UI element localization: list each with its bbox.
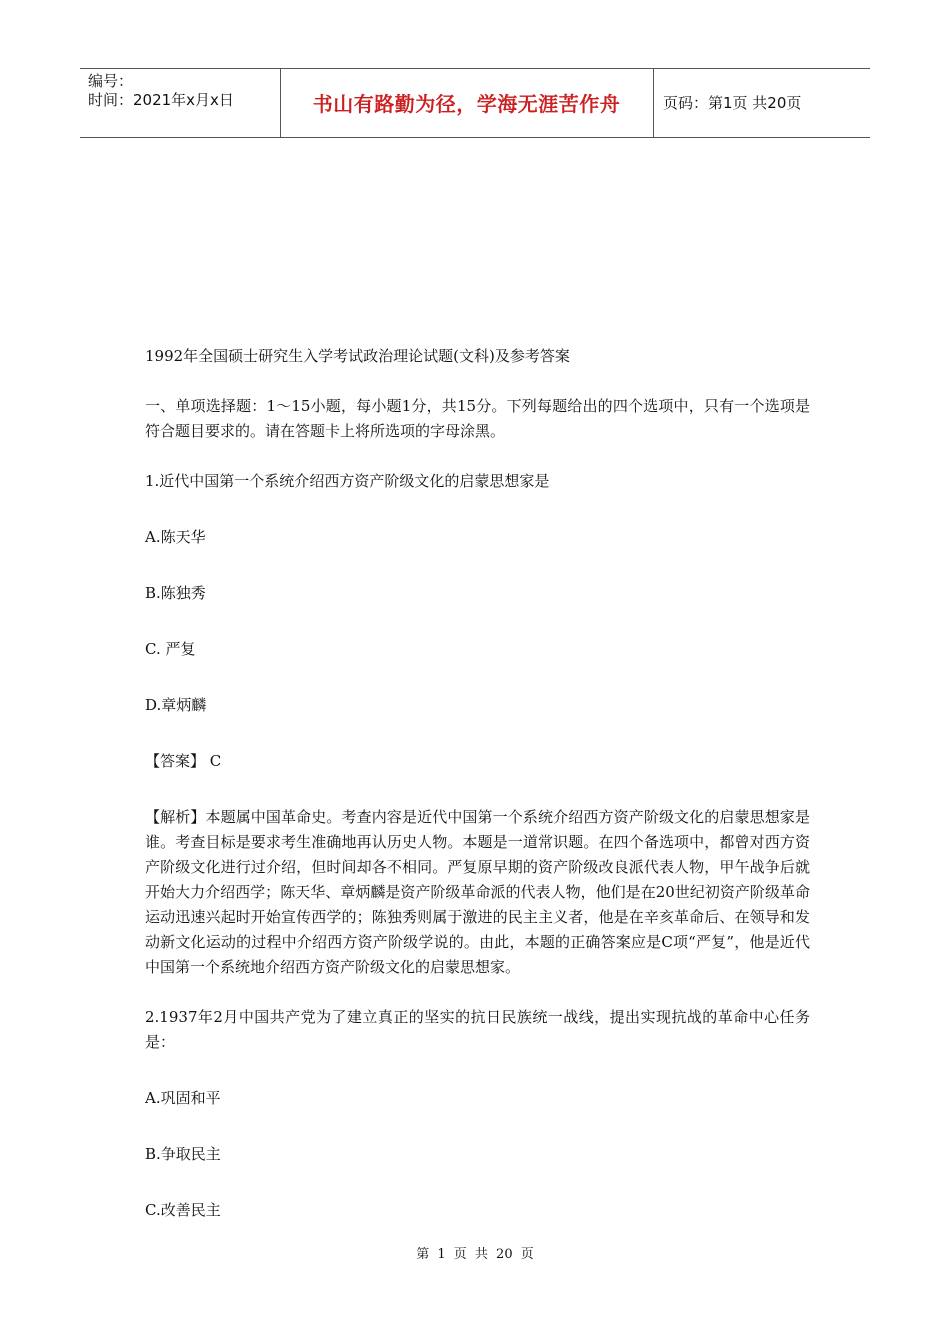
document-header — [80, 68, 870, 138]
document-body — [145, 344, 810, 1254]
question-2-option-a: A.巩固和平 — [145, 1089, 221, 1107]
header-meta-cell — [80, 69, 281, 137]
time-label: 时间：2021年x月x日 — [88, 91, 234, 109]
question-1-option-c: C. 严复 — [145, 640, 196, 658]
section-instruction: 一、单项选择题：1～15小题，每小题1分，共15分。下列每题给出的四个选项中，只有一个选项是符合题目要求的。请在答题卡上将所选项的字母涂黑。 — [145, 397, 810, 440]
header-page-info: 页码：第1页 共20页 — [663, 94, 802, 112]
question-1-option-d: D.章炳麟 — [145, 696, 207, 714]
question-1-stem: 1.近代中国第一个系统介绍西方资产阶级文化的启蒙思想家是 — [145, 472, 550, 490]
question-2-option-b: B.争取民主 — [145, 1145, 221, 1163]
document-title: 1992年全国硕士研究生入学考试政治理论试题(文科)及参考答案 — [145, 347, 570, 365]
motto: 书山有路勤为径，学海无涯苦作舟 — [312, 92, 621, 116]
question-1-option-a: A.陈天华 — [145, 528, 206, 546]
page-footer: 第 1 页 共 20 页 — [416, 1247, 534, 1262]
question-1-option-b: B.陈独秀 — [145, 584, 206, 602]
header-motto-cell — [280, 69, 654, 137]
question-1-answer: 【答案】 C — [145, 752, 222, 770]
question-1-analysis: 【解析】本题属中国革命史。考查内容是近代中国第一个系统介绍西方资产阶级文化的启蒙思想家是谁。考查目标是要求考生准确地再认历史人物。本题是一道常识题。在四个备选项中，都曾对西方资产阶级文化进行过介绍，但时间却各不相同。严复原早期的资产阶级改良派代表人物，甲午战争后就开始大力介绍西学；陈天华、章炳麟是资产阶级革命派的代表人物，他们是在20世纪初资产阶级革命运动迅速兴起时开始宣传西学的；陈独秀则属于激进的民主主义者，他是在辛亥革命后、在领导和发动新文化运动的过程中介绍西方资产阶级学说的。由此，本题的正确答案应是C项“严复”，他是近代中国第一个系统地介绍西方资产阶级文化的启蒙思想家。 — [145, 808, 810, 976]
question-2-option-c: C.改善民主 — [145, 1201, 221, 1219]
question-2-stem: 2.1937年2月中国共产党为了建立真正的坚实的抗日民族统一战线，提出实现抗战的革命中心任务是： — [145, 1008, 810, 1051]
header-page-cell — [653, 69, 870, 137]
number-label: 编号： — [88, 72, 134, 90]
